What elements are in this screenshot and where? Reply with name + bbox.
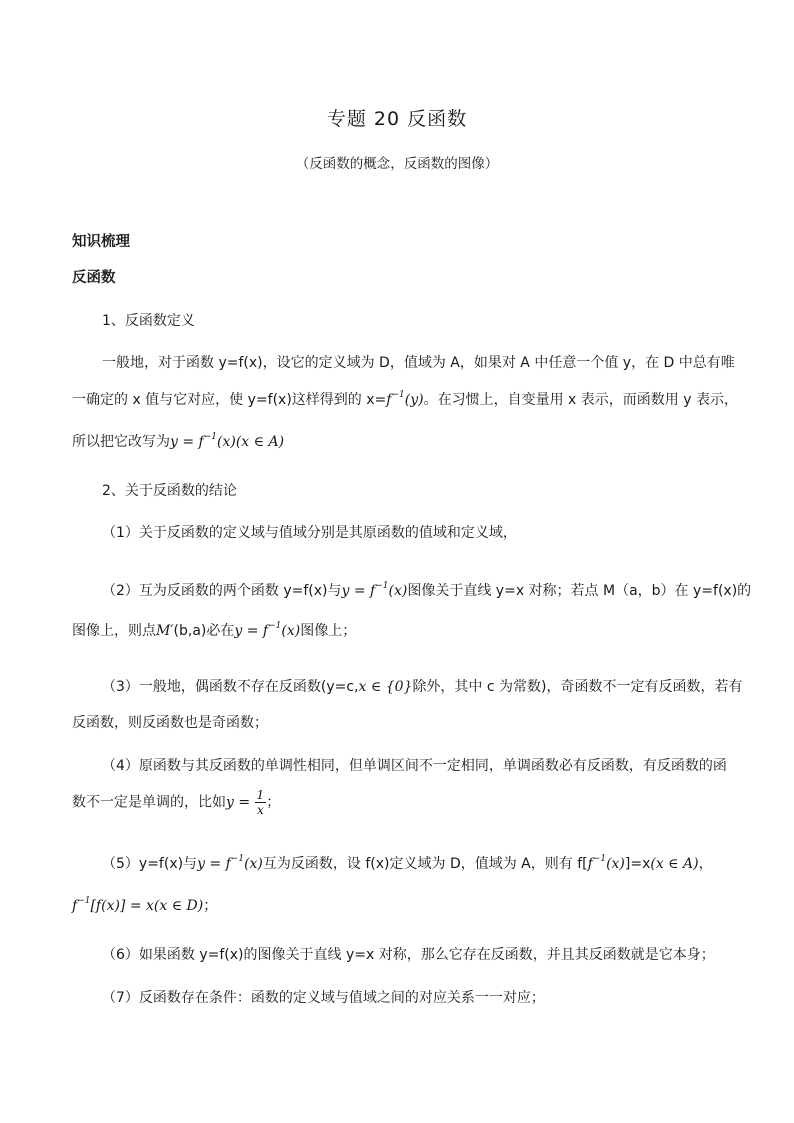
definition-line-1: 一般地，对于函数 y=f(x)，设它的定义域为 D，值域为 A，如果对 A 中任意一个值 y，在 D 中总有唯 bbox=[102, 355, 735, 371]
conclusion-7: （7）反函数存在条件：函数的定义域与值域之间的对应关系一一对应； bbox=[102, 990, 545, 1006]
conclusions-heading: 2、关于反函数的结论 bbox=[102, 483, 237, 499]
conclusion-4-line-1: （4）原函数与其反函数的单调性相同，但单调区间不一定相同，单调函数必有反函数，有反函数的函 bbox=[102, 758, 727, 774]
fraction-one-over-x: $\frac{1}{x}$ bbox=[256, 788, 265, 817]
conclusion-4-line-2: 数不一定是单调的，比如y = $\frac{1}{x}$ ； bbox=[72, 788, 281, 817]
page-title: 专题 20 反函数 bbox=[326, 108, 468, 130]
definition-heading: 1、反函数定义 bbox=[102, 313, 195, 329]
conclusion-5-line-1: （5）y=f(x)与$y = f^{-1}(x)$互为反函数，设 f(x)定义域为 D，值域为 A，则有 $f[f^{-1}(x)]=x(x$ ∈ A)， bbox=[102, 854, 713, 872]
definition-line-3: 所以把它改写为$y = f^{-1}(x)(x$ ∈ A) bbox=[72, 432, 285, 450]
conclusion-3-line-1: （3）一般地，偶函数不存在反函数(y=c,x ∈ {0}除外，其中 c 为常数)，奇函数不一定有反函数，若有 bbox=[102, 679, 743, 695]
page-subtitle: （反函数的概念，反函数的图像） bbox=[295, 156, 499, 172]
conclusion-5-line-2: $f^{-1}[f(x)] = x(x$ ∈ D)； bbox=[72, 896, 218, 914]
section-heading: 知识梳理 bbox=[72, 234, 130, 250]
conclusion-6: （6）如果函数 y=f(x)的图像关于直线 y=x 对称，那么它存在反函数，并且其反函数就是它本身； bbox=[102, 947, 715, 963]
definition-line-2: 一确定的 x 值与它对应，使 y=f(x)这样得到的 $x=f^{-1}(y)$。在习惯上，自变量用 x 表示，而函数用 y 表示， bbox=[72, 390, 738, 408]
conclusion-2-line-1: （2）互为反函数的两个函数 y=f(x)与$y = f^{-1}(x)$图像关于直线 y=x 对称；若点 M（a，b）在 y=f(x)的 bbox=[102, 581, 752, 599]
conclusion-1: （1）关于反函数的定义域与值域分别是其原函数的值域和定义域， bbox=[102, 525, 517, 541]
conclusion-3-line-2: 反函数，则反函数也是奇函数； bbox=[72, 715, 268, 731]
conclusion-2-line-2: 图像上，则点M′(b,a)必在$y = f^{-1}(x)$图像上； bbox=[72, 621, 357, 639]
topic-heading: 反函数 bbox=[72, 270, 116, 286]
